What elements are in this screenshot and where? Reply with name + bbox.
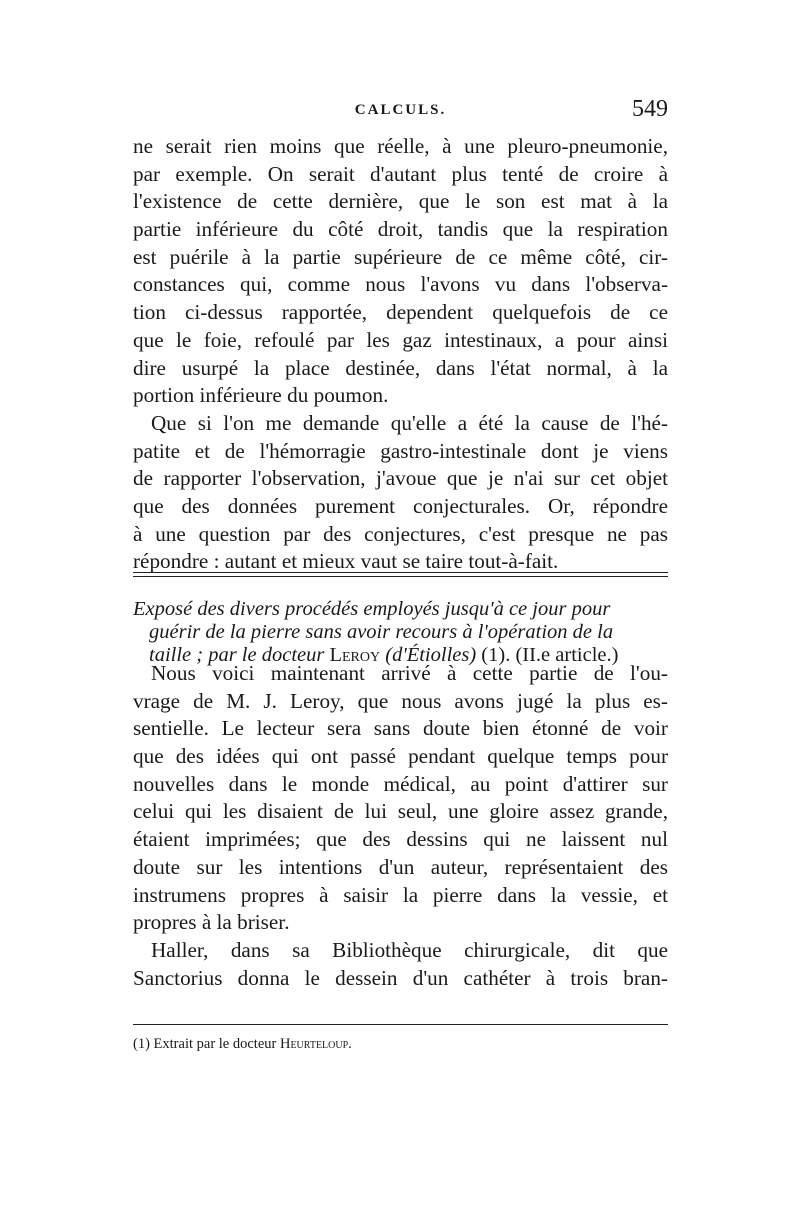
text-line: dire usurpé la place destinée, dans l'état normal, à la: [133, 355, 668, 380]
text-line: instrumens propres à saisir la pierre dans la vessie, et: [133, 882, 668, 907]
text-line: ne serait rien moins que réelle, à une pleuro-pneumonie,: [133, 134, 668, 158]
text-line: l'existence de cette dernière, que le son est mat à la: [133, 189, 668, 214]
author-place: (d'Étiolles): [380, 644, 477, 666]
text-line: que des données purement conjecturales. Or, répondre: [133, 493, 668, 518]
text-line: portion inférieure du poumon.: [133, 383, 389, 408]
heading-line: Exposé des divers procédés employés jusqu'à ce jour pour: [133, 598, 611, 620]
text-line: sentielle. Le lecteur sera sans doute bien étonné de voir: [133, 716, 668, 741]
article-label: (II.e article.): [515, 644, 619, 666]
text-line: partie inférieure du côté droit, tandis que la respiration: [133, 217, 668, 242]
text-line: par exemple. On serait d'autant plus tenté de croire à: [133, 161, 668, 186]
text-line: celui qui les disaient de lui seul, une gloire assez grande,: [133, 799, 668, 824]
footnote-divider: [133, 1024, 668, 1025]
author-name: Leroy: [329, 644, 381, 666]
text-line: tion ci-dessus rapportée, dependent quelquefois de ce: [133, 300, 668, 325]
text-line: Nous voici maintenant arrivé à cette partie de l'ou-: [151, 661, 668, 685]
text-line: est puérile à la partie supérieure de ce même côté, cir-: [133, 244, 668, 269]
text-line: que le foie, refoulé par les gaz intestinaux, a pour ainsi: [133, 327, 668, 352]
text-line: Haller, dans sa Bibliothèque chirurgicale, dit que: [151, 937, 668, 962]
text-line: patite et de l'hémorragie gastro-intestinale dont je viens: [133, 438, 668, 463]
text-line: étaient imprimées; que des dessins qui ne laissent nul: [133, 827, 668, 852]
footnote-reference: (1).: [476, 644, 516, 666]
text-line: nouvelles dans le monde médical, au point d'attirer sur: [133, 771, 668, 796]
footnote: [133, 1036, 668, 1053]
article-heading: [133, 598, 668, 667]
footnote-text: Extrait par le docteur: [149, 1036, 280, 1052]
page-number: 549: [632, 96, 668, 122]
text-line: constances qui, comme nous l'avons vu dans l'observa-: [133, 272, 668, 297]
text-line: répondre : autant et mieux vaut se taire tout-à-fait.: [133, 549, 559, 574]
heading-line: guérir de la pierre sans avoir recours à l'opération de la: [149, 621, 614, 643]
footnote-marker: (1): [133, 1036, 150, 1052]
text-line: que des idées qui ont passé pendant quelque temps pour: [133, 744, 668, 769]
text-line: doute sur les intentions d'un auteur, représentaient des: [133, 854, 668, 879]
text-line: Que si l'on me demande qu'elle a été la cause de l'hé-: [151, 410, 668, 435]
running-head: [133, 96, 668, 126]
section-divider: [133, 572, 668, 578]
running-title: CALCULS.: [354, 102, 447, 118]
text-line: vrage de M. J. Leroy, que nous avons jugé la plus es-: [133, 688, 668, 713]
text-line: propres à la briser.: [133, 910, 290, 935]
body-text-bottom: [133, 660, 668, 992]
heading-prefix: taille ; par le docteur: [149, 644, 330, 666]
text-line: Sanctorius donna le dessein d'un cathéter à trois bran-: [133, 965, 668, 990]
text-line: de rapporter l'observation, j'avoue que je n'ai sur cet objet: [133, 466, 668, 491]
text-line: à une question par des conjectures, c'est presque ne pas: [133, 521, 668, 546]
footnote-name: Heurteloup.: [279, 1036, 352, 1052]
body-text-top: [133, 133, 668, 576]
